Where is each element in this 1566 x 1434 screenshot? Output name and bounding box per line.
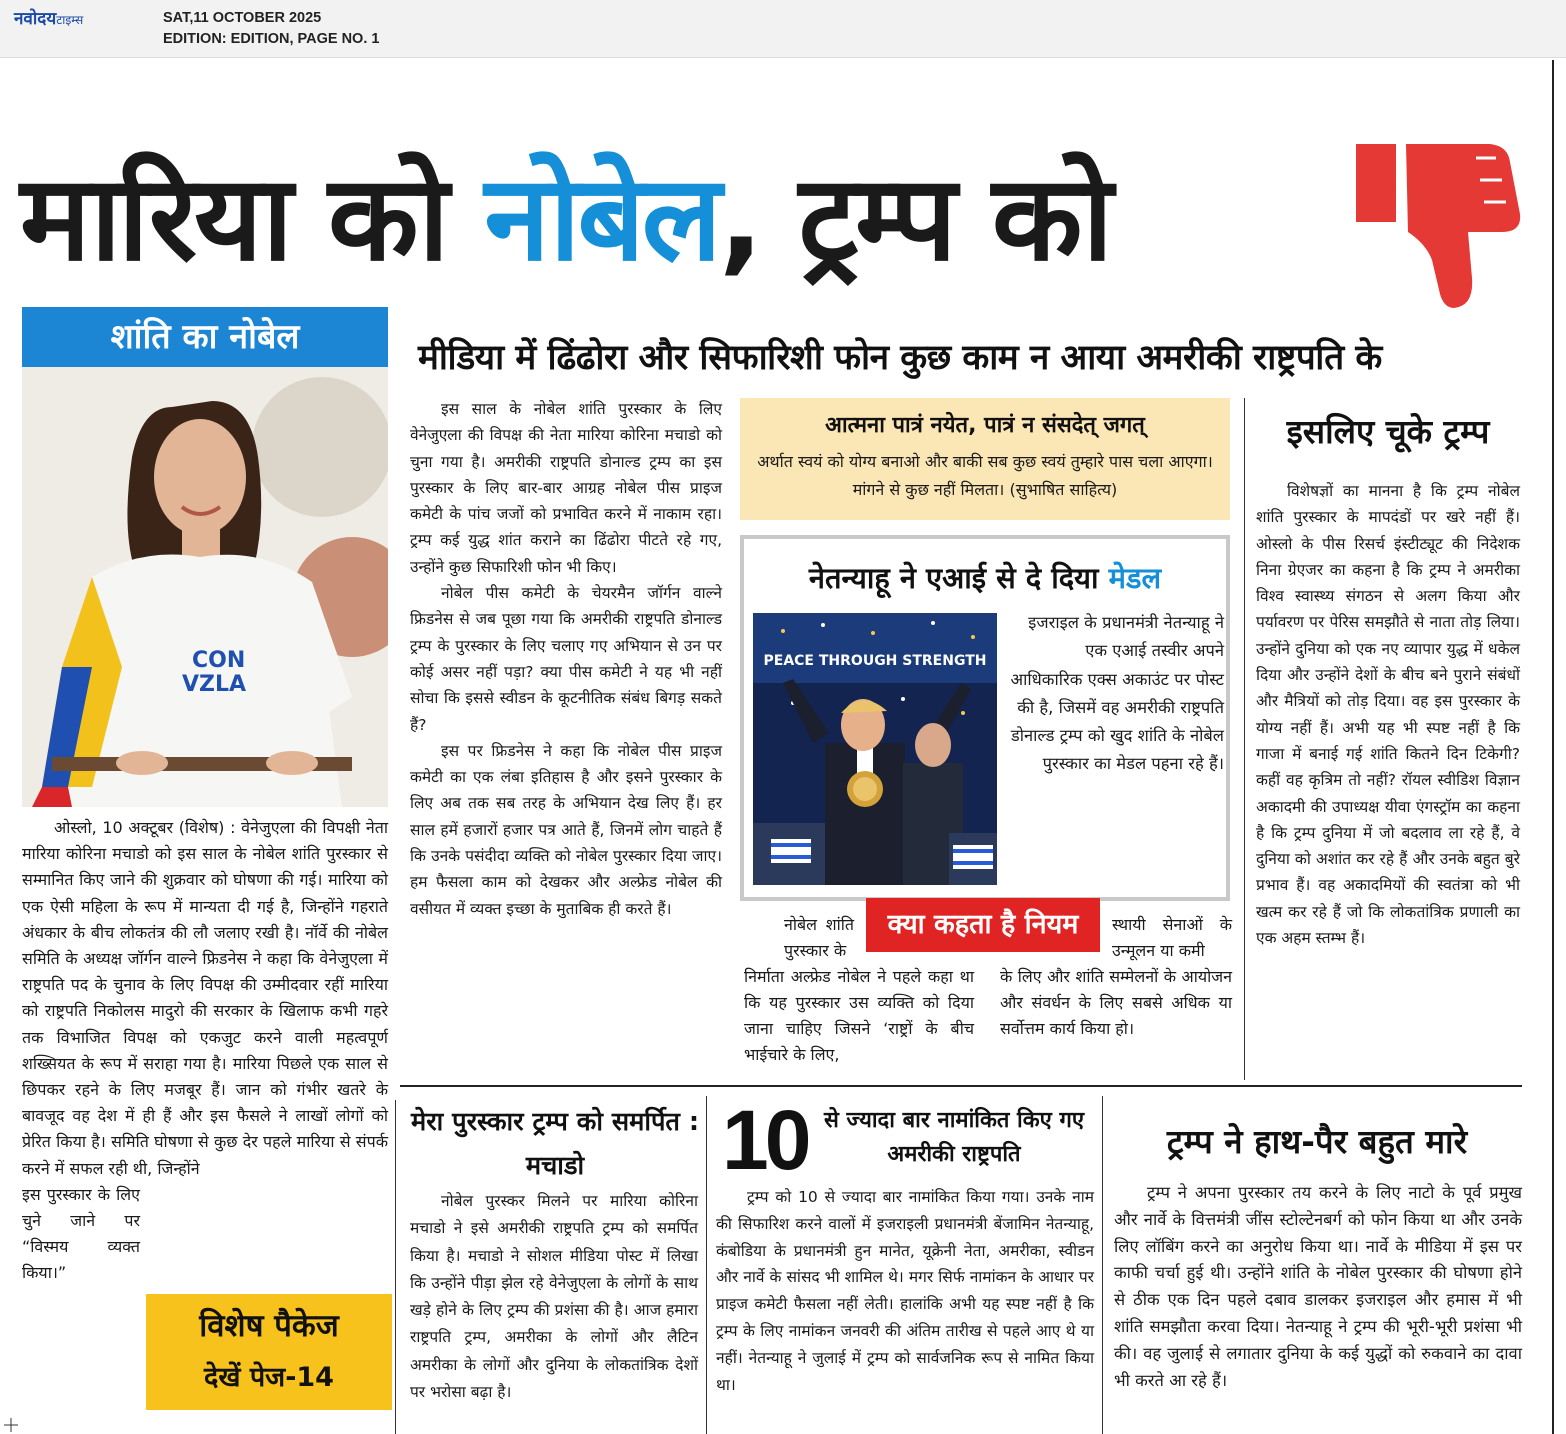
trump-medal-photo <box>753 613 997 885</box>
main-headline <box>20 118 1340 318</box>
headline-part-3: , ट्रम्प को <box>718 149 1111 287</box>
edition-date: SAT,11 OCTOBER 2025 <box>163 10 322 26</box>
netanyahu-headline <box>744 553 1226 603</box>
main-story-column <box>22 815 388 1287</box>
bottom-divider-3 <box>1102 1096 1103 1434</box>
bottom-section-rule <box>400 1085 1522 1087</box>
col2-para-1: इस साल के नोबेल शांति पुरस्कार के लिए वेनेजुएला की विपक्ष की नेता मारिया कोरिना मचाडो को चुना गया है। अमरीकी राष्ट्रपति डोनाल्ड ट्रम्प का इस पुरस्कार के लिए बार-बार आग्रह नोबेल पीस प्राइज कमेटी के पांच जजों को प्रभावित करने में नाकाम रहा। ट्रम्प कई युद्ध शांत कराने का ढिंढोरा पीटते रहे गए, उन्होंने कुछ सिफारिशी फोन भी किए। <box>410 400 722 576</box>
crop-mark-icon <box>4 1418 18 1432</box>
portrait-illustration <box>22 367 388 807</box>
page-edge-rule <box>1552 60 1554 1434</box>
nominated-headline: से ज्यादा बार नामांकित किए गए अमरीकी राष्ट्रपति <box>823 1108 1085 1167</box>
quote-sanskrit: आत्मना पात्रं नयेत, पात्रं न संसदेत् जगत् <box>825 413 1145 438</box>
newspaper-logo[interactable] <box>14 6 83 29</box>
haath-pair-headline: ट्रम्प ने हाथ-पैर बहुत मारे <box>1166 1122 1468 1161</box>
haath-pair-text: ट्रम्प ने अपना पुरस्कार तय करने के लिए नाटो के पूर्व प्रमुख और नार्वे के वित्तमंत्री जींस स्टोल्टेनबर्ग को फोन किया था और उनके लिए लॉबिंग करने का अनुरोध किया था। नार्वे के मीडिया में इस पर काफी चर्चा हुई थी। उन्होंने शांति के नोबेल पुरस्कार की घोषणा होने से ठीक एक दिन पहले दबाव डालकर इजराइल और हमास में भी शांति समझौता करवा दिया। नेतन्याहू ने ट्रम्प की भूरी-भूरी प्रशंसा भी की। वह जुलाई से लगातार दुनिया के कई युद्धों को रुकवाने का दावा भी करते आ रहे हैं। <box>1114 1183 1522 1390</box>
what-rule-says-label: क्या कहता है नियम <box>866 898 1100 952</box>
special-package-box[interactable] <box>146 1294 392 1410</box>
col2-para-3: इस पर फ्रिडनेस ने कहा कि नोबेल पीस प्राइज कमेटी का एक लंबा इतिहास है और इसने पुरस्कार के लिए अब तक सब तरह के अभियान देख लिए हैं। हर साल हमें हजारों हजार पत्र आते हैं, जिनमें लोग चाहते हैं कि उनके पसंदीदा व्यक्ति को नोबेल पुरस्कार दिया जाए। हम फैसला काम को देखकर और अल्फ्रेड नोबेल की वसीयत में व्यक्त इच्छा के मुताबिक ही करते हैं। <box>410 741 722 918</box>
rule-left-top: नोबेल शांति पुरस्कार के <box>784 915 854 960</box>
masthead-bar <box>0 0 1566 58</box>
rule-text-right <box>1000 912 1232 1042</box>
headline-part-2: नोबेल <box>484 149 719 287</box>
col2-para-2: नोबेल पीस कमेटी के चेयरमैन जॉर्गन वाल्ने फ्रिडनेस से जब पूछा गया कि अमरीकी राष्ट्रपति डोनाल्ड ट्रम्प के पुरस्कार के लिए चलाए गए अभियान से उन पर कोई असर नहीं पड़ा? क्या पीस कमेटी ने यह भी नहीं सोचा कि इससे स्वीडन के कूटनीतिक संबंध बिगड़ सकते हैं? <box>410 584 722 734</box>
sub-headline: मीडिया में ढिंढोरा और सिफारिशी फोन कुछ काम न आया अमरीकी राष्ट्रपति के <box>418 338 1382 378</box>
maria-photo <box>22 367 388 807</box>
story-column-2 <box>410 396 722 922</box>
rule-right-rest: के लिए और शांति सम्मेलनों के आयोजन और संवर्धन के लिए सबसे अधिक या सर्वोत्तम कार्य किया हो। <box>1000 967 1232 1038</box>
isliye-headline: इसलिए चूके ट्रम्प <box>1286 412 1490 451</box>
main-story-text: ओस्लो, 10 अक्टूबर (विशेष) : वेनेजुएला की विपक्षी नेता मारिया कोरिना मचाडो को इस साल के नोबेल शांति पुरस्कार से सम्मानित किए जाने की शुक्रवार को घोषणा की गई। मारिया को एक ऐसी महिला के रूप में मान्यता दी गई है, जिन्होंने गहराते अंधकार के बीच लोकतंत्र की लौ जलाए रखी है। नॉर्वे की नोबेल समिति के अध्यक्ष जॉर्गन वाल्ने फ्रिडनेस ने कहा कि वेनेजुएला में राष्ट्रपति पद के चुनाव के लिए विपक्ष की उम्मीदवार रहीं मारिया को राष्ट्रपति निकोलस मादुरो की सरकार के खिलाफ कभी गहरे तक विभाजित विपक्ष को एकजुट करने वाली महत्वपूर्ण शख्सियत के रूप में सराहा गया है। मारिया पिछले एक साल से छिपकर रहने के लिए मजबूर हैं। जान को गंभीर खतरे के बावजूद वह देश में ही हैं और इस फैसले ने लाखों लोगों को प्रेरित किया है। समिति घोषणा से कुछ देर पहले मारिया से संपर्क करने में सफल रही थी, जिन्होंने <box>22 818 388 1178</box>
rule-left-rest: निर्माता अल्फ्रेड नोबेल ने पहले कहा था कि यह पुरस्कार उस व्यक्ति को दिया जाना चाहिए जिसने ‘राष्ट्रों के बीच भाईचारे के लिए, <box>744 967 974 1064</box>
samarpit-headline: मेरा पुरस्कार ट्रम्प को समर्पित : मचाडो <box>410 1107 700 1181</box>
isliye-text: विशेषज्ञों का मानना है कि ट्रम्प नोबेल शांति पुरस्कार के मापदंडों पर खरे नहीं हैं। ओस्लो के पीस रिसर्च इंस्टीट्यूट की निदेशक निना ग्रेएजर का कहना है कि ट्रम्प ने अमरीका विश्व स्वास्थ्य संगठन से अलग किया और पर्यावरण पर पेरिस समझौते से नाता तोड़ लिया। उन्होंने दुनिया को एक नए व्यापार युद्ध में धकेल दिया और उन्होंने देशों के बीच बने पुराने संबंधों और मैत्रियों को तोड़ दिया। वह इस पुरस्कार के योग्य नहीं हैं। अभी यह भी स्पष्ट नहीं है कि गाजा में बनाई गई शांति कितने दिन टिकेगी? कहीं वह कृत्रिम तो नहीं? रॉयल स्वीडिश विज्ञान अकादमी की उपाध्यक्ष यीवा एंगस्ट्रॉम का कहना है कि ट्रम्प दुनिया में जो बदलाव ला रहे हैं, वे दुनिया को अशांत कर रहे हैं और उनके बहुत बुरे प्रभाव हैं। वह अकादमियों की स्वतंत्रा को भी खत्म कर रहे हैं जो कि लोकतांत्रिक प्रणाली का एक अहम स्तम्भ हैं। <box>1256 482 1520 948</box>
special-package-title: विशेष पैकेज <box>199 1308 339 1344</box>
nominated-column <box>716 1184 1094 1398</box>
svg-text:CON: CON <box>192 648 246 673</box>
main-story-tail: इस पुरस्कार के लिए चुने जाने पर “विस्मय व्यक्त किया।” <box>22 1184 140 1283</box>
shanti-ka-nobel-banner: शांति का नोबेल <box>22 307 388 367</box>
bottom-divider-2 <box>706 1096 707 1434</box>
isliye-column <box>1256 478 1520 951</box>
samarpit-column <box>410 1188 698 1406</box>
quote-meaning: अर्थात स्वयं को योग्य बनाओ और बाकी सब कुछ स्वयं तुम्हारे पास चला आएगा। मांगने से कुछ नहीं मिलता। (सुभाषित साहित्य) <box>757 452 1213 499</box>
headline-part-1: मारिया को <box>20 149 485 287</box>
special-package-page: देखें पेज-14 <box>204 1362 334 1393</box>
nomination-count: 10 <box>722 1093 808 1187</box>
edition-info <box>163 8 379 50</box>
samarpit-text: नोबेल पुरस्कर मिलने पर मारिया कोरिना मचाडो ने इसे अमरीकी राष्ट्रपति ट्रम्प को समर्पित किया है। मचाडो ने सोशल मीडिया पोस्ट में लिखा कि उन्होंने पीड़ा झेल रहे वेनेजुएला के लोगों के साथ खड़े होने के लिए ट्रम्प की प्रशंसा की है। आज हमारा राष्ट्रपति ट्रम्प, अमरीका के लोगों और लैटिन अमरीका के लोगों और दुनिया के लोकतांत्रिक देशों पर भरोसा बढ़ा है। <box>410 1192 698 1402</box>
svg-text:VZLA: VZLA <box>182 672 247 697</box>
bottom-divider-1 <box>395 1100 396 1434</box>
nominated-text: ट्रम्प को 10 से ज्यादा बार नामांकित किया गया। उनके नाम की सिफारिश करने वालों में इजराइली प्रधानमंत्री बेंजामिन नेतन्याहू, कंबोडिया के प्रधानमंत्री हुन मानेत, यूक्रेनी नेता, अमरीका, स्वीडन और नार्वे के सांसद भी शामिल थे। मगर सिर्फ नामांकन के आधार पर प्राइज कमेटी फैसला नहीं लेती। हालांकि अभी यह स्पष्ट नहीं है कि ट्रम्प के लिए नामांकन जनवरी की अंतिम तारीख से पहले आए थे या नहीं। नेतन्याहू ने जुलाई में ट्रम्प को सार्वजनिक रूप से नामित किया था। <box>716 1188 1094 1394</box>
netanyahu-text: इजराइल के प्रधानमंत्री नेतन्याहू ने एक एआई तस्वीर अपने आधिकारिक एक्स अकाउंट पर पोस्ट की है, जिसमें वह अमरीकी राष्ट्रपति डोनाल्ड ट्रम्प को खुद शांति के नोबेल पुरस्कार का मेडल पहना रहे हैं। <box>1010 613 1224 774</box>
edition-page: EDITION: EDITION, PAGE NO. 1 <box>163 31 380 47</box>
netanyahu-headline-a: नेतन्याहू ने एआई से दे दिया <box>808 561 1109 595</box>
haath-pair-column <box>1114 1180 1522 1394</box>
column-divider <box>1244 398 1245 1080</box>
thumbs-down-icon <box>1350 128 1540 318</box>
photo-sign: PEACE THROUGH STRENGTH <box>763 653 987 669</box>
logo-sub: टाइम्स <box>56 13 84 27</box>
ai-image-illustration <box>753 613 997 885</box>
netanyahu-headline-b: मेडल <box>1108 561 1162 595</box>
rule-right-top: स्थायी सेनाओं के उन्मूलन या कमी <box>1112 915 1232 960</box>
logo-main: नवोदय <box>14 9 57 29</box>
netanyahu-medal-box <box>740 535 1230 901</box>
sanskrit-quote-box <box>740 398 1230 520</box>
